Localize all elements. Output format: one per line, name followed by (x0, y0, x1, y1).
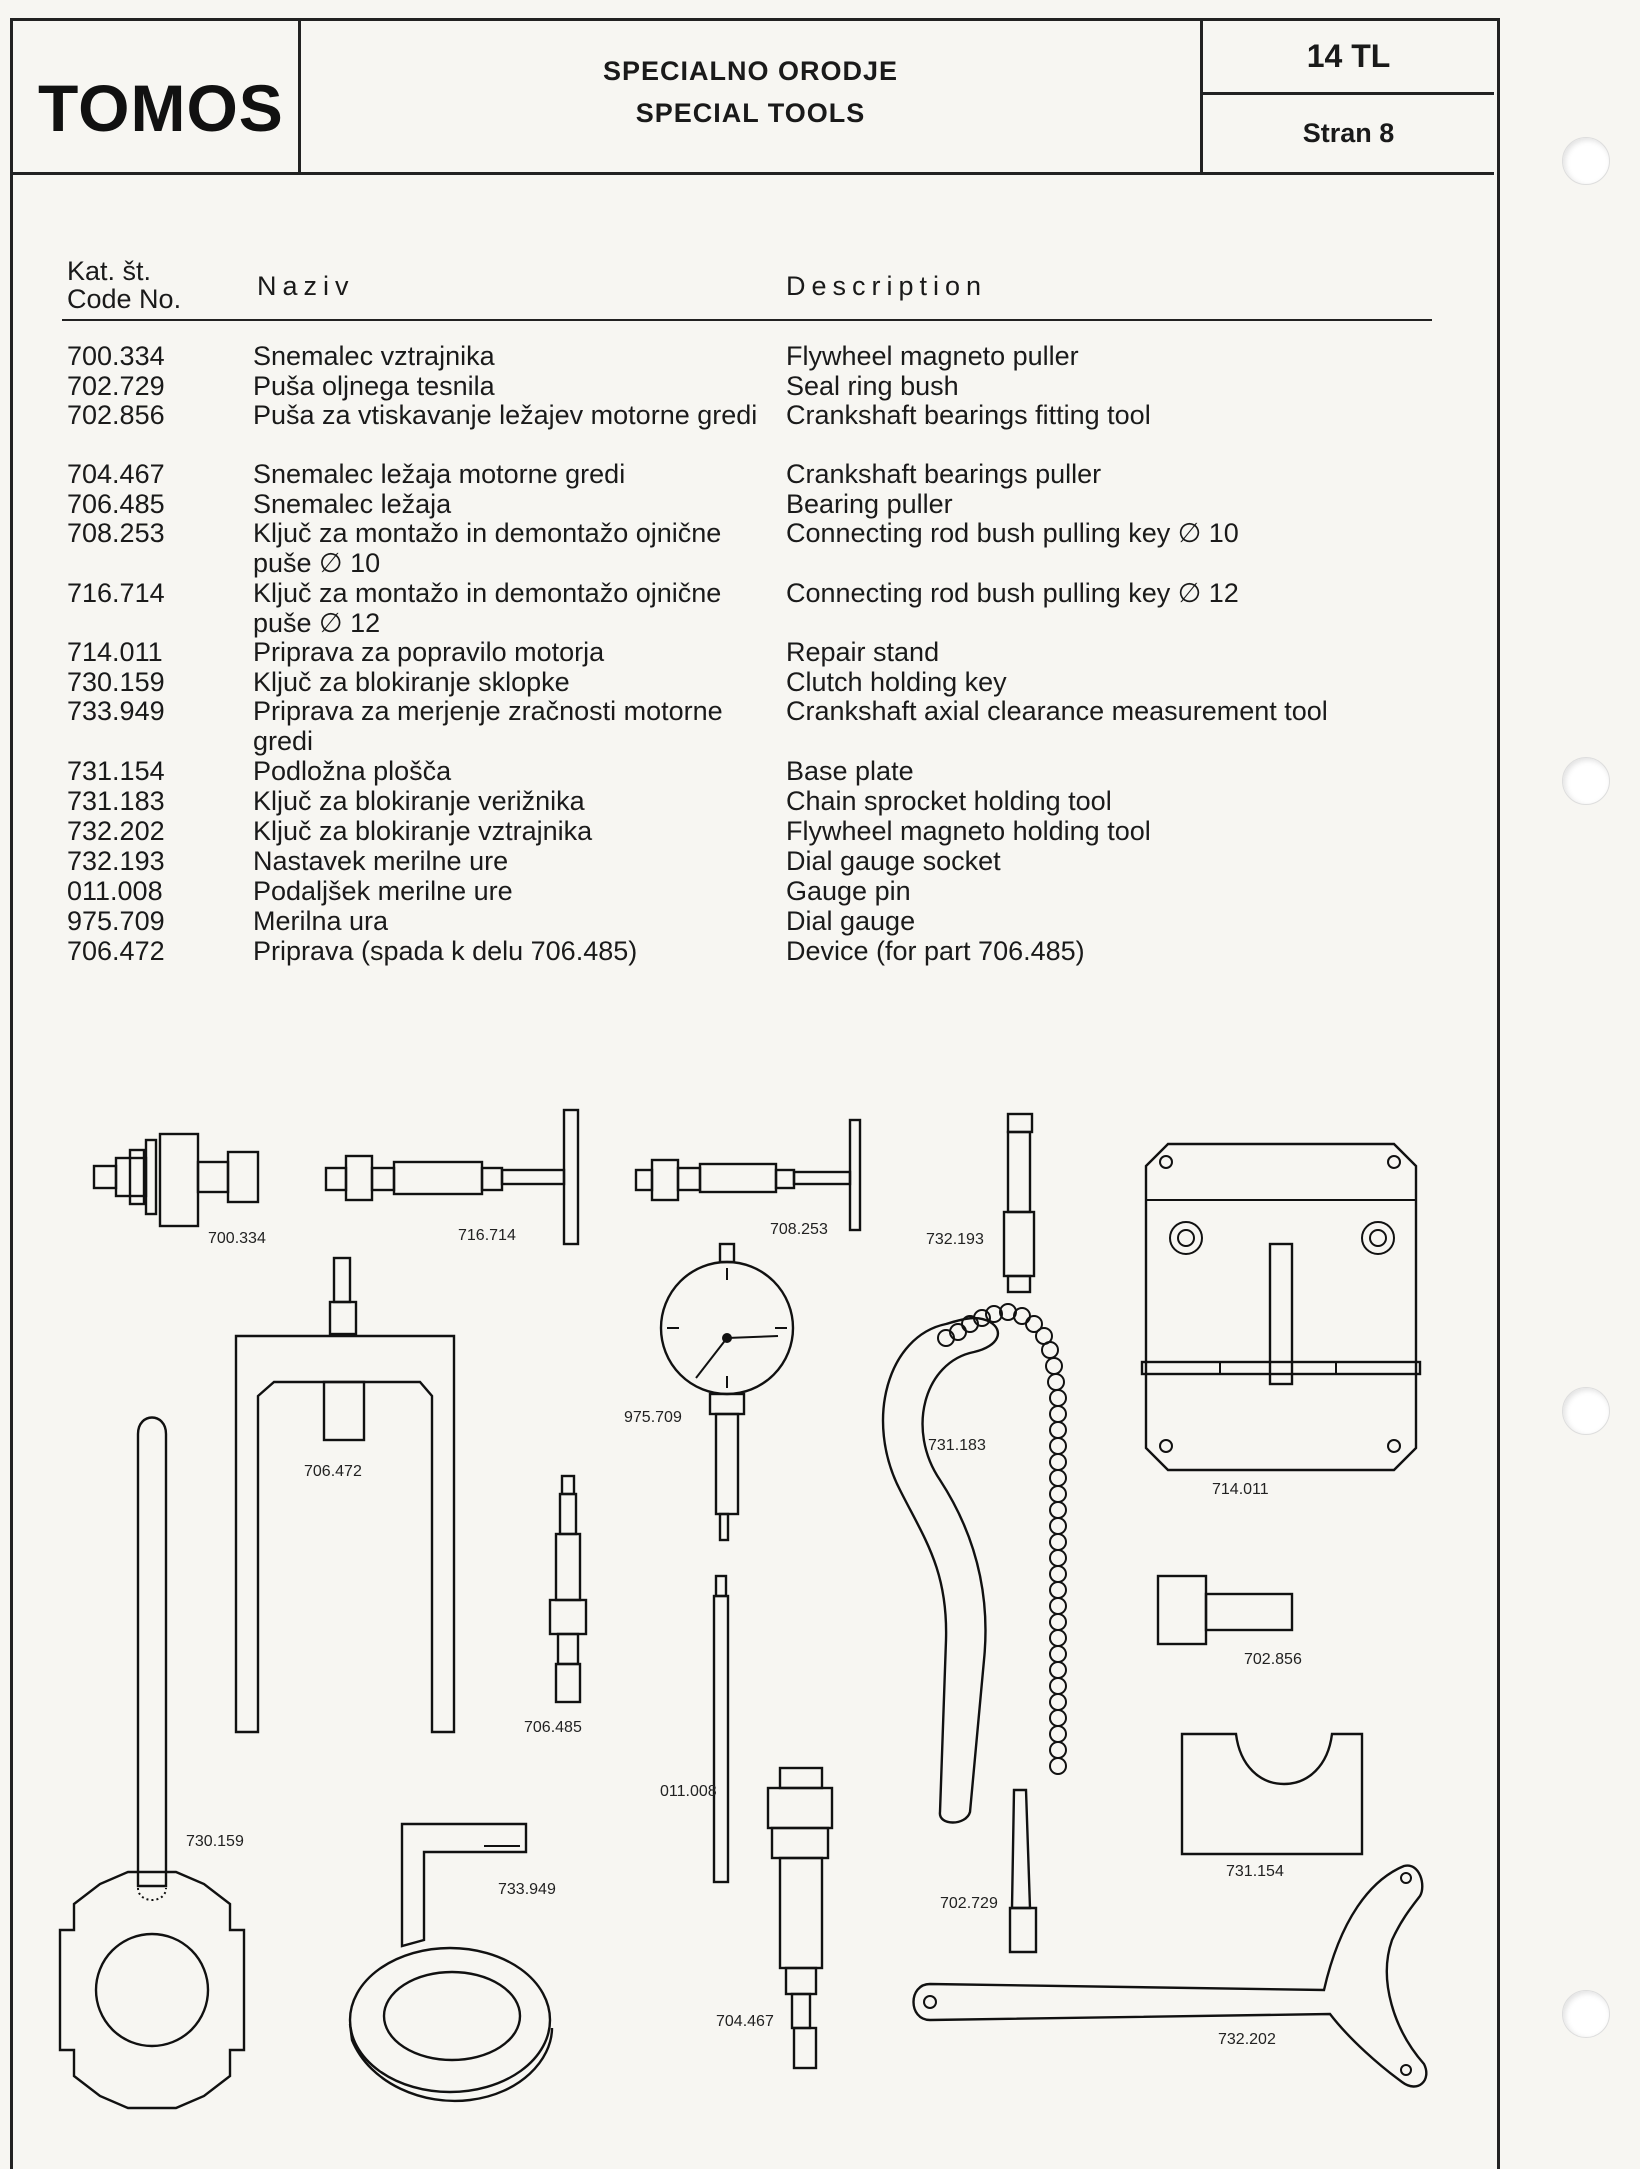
bearing-puller-drawing (524, 1476, 586, 1736)
clutch-holding-key-drawing (60, 1418, 244, 2109)
code-cell: 706.485 (67, 489, 165, 519)
description-cell: Crankshaft bearings fitting tool (786, 400, 1151, 430)
name-cell: Ključ za blokiranje verižnika (253, 786, 585, 816)
code-header-1: Kat. št. (67, 256, 152, 286)
name-cell: Priprava za merjenje zračnosti motorne gredi (253, 696, 723, 756)
name-cell: Ključ za blokiranje vztrajnika (253, 816, 593, 846)
code-cell: 716.714 (67, 578, 165, 608)
figure-label: 704.467 (716, 2013, 774, 2030)
description-cell: Repair stand (786, 637, 940, 667)
description-cell: Crankshaft axial clearance measurement tool (786, 696, 1328, 726)
description-cell: Dial gauge (786, 906, 916, 936)
code-cell: 702.856 (67, 400, 165, 430)
name-cell: Priprava (spada k delu 706.485) (253, 936, 638, 966)
device-frame-drawing (236, 1258, 454, 1732)
name-cell: Puša za vtiskavanje ležajev motorne gredi (253, 400, 758, 430)
name-header: Naziv (257, 271, 355, 301)
rod-bush-key-12-drawing (326, 1110, 578, 1244)
description-cell: Device (for part 706.485) (786, 936, 1085, 966)
name-cell: Merilna ura (253, 906, 389, 936)
description-cell: Base plate (786, 756, 914, 786)
description-header: Description (786, 271, 988, 301)
bearings-fitting-tool-drawing (1158, 1576, 1302, 1668)
description-cell: Connecting rod bush pulling key ∅ 10 (786, 518, 1239, 548)
description-cell: Dial gauge socket (786, 846, 1001, 876)
logo: TOMOS (38, 71, 284, 145)
code-cell: 702.729 (67, 371, 165, 401)
figure-label: 975.709 (624, 1409, 682, 1426)
name-cell: Priprava za popravilo motorja (253, 637, 605, 667)
figure-label: 716.714 (458, 1227, 516, 1244)
code-cell: 732.193 (67, 846, 165, 876)
name-cell: Podaljšek merilne ure (253, 876, 513, 906)
code-cell: 706.472 (67, 936, 165, 966)
dial-gauge-socket-drawing (926, 1114, 1034, 1292)
code-cell: 700.334 (67, 341, 165, 371)
crankshaft-bearings-puller-drawing (716, 1768, 832, 2068)
description-cell: Connecting rod bush pulling key ∅ 12 (786, 578, 1239, 608)
figure-label: 731.154 (1226, 1863, 1284, 1880)
figure-label: 708.253 (770, 1221, 828, 1238)
name-cell: Ključ za blokiranje sklopke (253, 667, 570, 697)
figure-label: 733.949 (498, 1881, 556, 1898)
description-cell: Seal ring bush (786, 371, 959, 401)
name-cell: Nastavek merilne ure (253, 846, 509, 876)
chain-sprocket-tool-drawing (883, 1304, 1066, 1823)
figure-label: 706.485 (524, 1719, 582, 1736)
code-cell: 730.159 (67, 667, 165, 697)
name-cell: Snemalec ležaja (253, 489, 452, 519)
gauge-pin-drawing (660, 1576, 728, 1882)
description-cell: Crankshaft bearings puller (786, 459, 1102, 489)
code-cell: 975.709 (67, 906, 165, 936)
title-english: SPECIAL TOOLS (635, 98, 866, 128)
name-cell: Podložna plošča (253, 756, 452, 786)
code-cell: 704.467 (67, 459, 165, 489)
figure-label: 702.729 (940, 1895, 998, 1912)
figure-label: 714.011 (1212, 1481, 1269, 1498)
description-cell: Gauge pin (786, 876, 911, 906)
description-cell: Flywheel magneto holding tool (786, 816, 1151, 846)
model-code: 14 TL (1306, 38, 1391, 74)
name-cell: Ključ za montažo in demontažo ojnične puše ∅ 10 (253, 518, 722, 578)
title-slovene: SPECIALNO ORODJE (602, 56, 899, 86)
figure-label: 732.202 (1218, 2031, 1276, 2048)
name-cell: Puša oljnega tesnila (253, 371, 495, 401)
page-number: Stran 8 (1302, 118, 1395, 148)
name-cell: Ključ za montažo in demontažo ojnične puše ∅ 12 (253, 578, 722, 638)
description-cell: Flywheel magneto puller (786, 341, 1079, 371)
description-cell: Bearing puller (786, 489, 953, 519)
seal-ring-bush-drawing (940, 1790, 1036, 1952)
code-header-2: Code No. (67, 284, 182, 314)
name-cell: Snemalec ležaja motorne gredi (253, 459, 626, 489)
code-cell: 011.008 (67, 876, 163, 906)
figure-label: 011.008 (660, 1783, 717, 1800)
repair-stand-drawing (1142, 1144, 1420, 1498)
figure-label: 706.472 (304, 1463, 362, 1480)
name-cell: Snemalec vztrajnika (253, 341, 495, 371)
code-cell: 708.253 (67, 518, 165, 548)
code-cell: 732.202 (67, 816, 165, 846)
dial-gauge-drawing (624, 1244, 793, 1540)
figure-label: 700.334 (208, 1230, 266, 1247)
figure-label: 731.183 (928, 1437, 986, 1454)
axial-clearance-tool-drawing (350, 1824, 556, 2101)
description-cell: Chain sprocket holding tool (786, 786, 1112, 816)
figure-label: 702.856 (1244, 1651, 1302, 1668)
figure-label: 730.159 (186, 1833, 244, 1850)
rod-bush-key-10-drawing (636, 1120, 860, 1238)
figure-label: 732.193 (926, 1231, 984, 1248)
code-cell: 714.011 (67, 637, 163, 667)
code-cell: 731.154 (67, 756, 165, 786)
code-cell: 733.949 (67, 696, 165, 726)
base-plate-drawing (1182, 1734, 1362, 1880)
description-cell: Clutch holding key (786, 667, 1007, 697)
code-cell: 731.183 (67, 786, 165, 816)
flywheel-puller-drawing (94, 1134, 266, 1247)
